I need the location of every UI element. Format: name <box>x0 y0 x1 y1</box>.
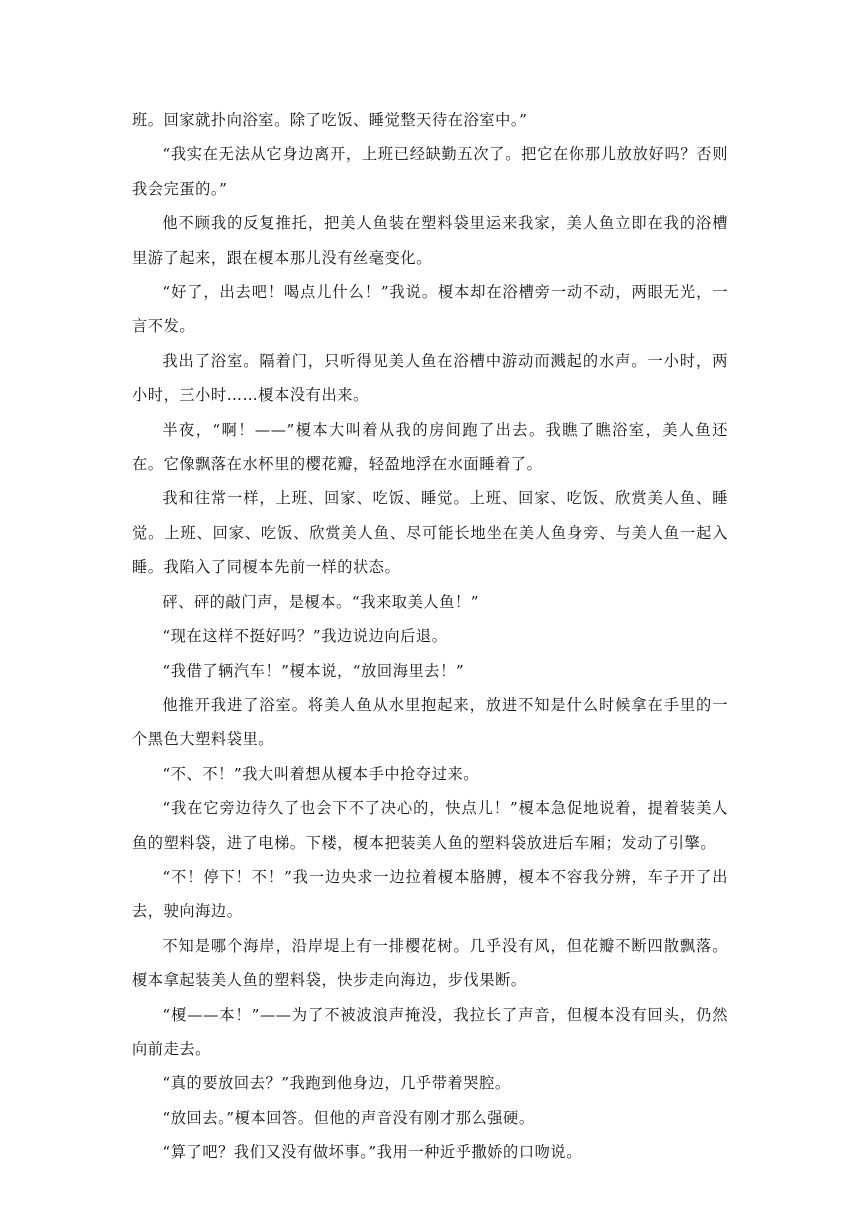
paragraph: 半夜，“啊！——”榎本大叫着从我的房间跑了出去。我瞧了瞧浴室，美人鱼还在。它像飘落在水杯里的樱花瓣，轻盈地浮在水面睡着了。 <box>132 420 728 474</box>
paragraph: 不知是哪个海岸，沿岸堤上有一排樱花树。几乎没有风，但花瓣不断四散飘落。榎本拿起装美人鱼的塑料袋，快步走向海边，步伐果断。 <box>132 936 728 990</box>
paragraph: “我实在无法从它身边离开，上班已经缺勤五次了。把它在你那儿放放好吗？否则我会完蛋的。” <box>132 145 728 198</box>
story-text-body <box>132 103 728 1170</box>
paragraph: “现在这样不挺好吗？”我边说边向后退。 <box>162 627 448 646</box>
paragraph: “好了，出去吧！喝点儿什么！”我说。榎本却在浴槽旁一动不动，两眼无光，一言不发。 <box>132 283 728 336</box>
paragraph: “不！停下！不！”我一边央求一边拉着榎本胳膊，榎本不容我分辨，车子开了出去，驶向海边。 <box>132 867 728 921</box>
paragraph: “榎——本！”——为了不被波浪声掩没，我拉长了声音，但榎本没有回头，仍然向前走去。 <box>132 1005 728 1058</box>
paragraph-continuation: 班。回家就扑向浴室。除了吃饭、睡觉整天待在浴室中。” <box>132 111 528 129</box>
paragraph: 我出了浴室。隔着门，只听得见美人鱼在浴槽中游动而溅起的水声。一小时，两小时，三小时……榎本没有出来。 <box>132 351 728 405</box>
paragraph: 他不顾我的反复推托，把美人鱼装在塑料袋里运来我家，美人鱼立即在我的浴槽里游了起来，跟在榎本那儿没有丝毫变化。 <box>132 214 728 267</box>
paragraph: “真的要放回去？”我跑到他身边，几乎带着哭腔。 <box>162 1074 511 1093</box>
paragraph: 他推开我进了浴室。将美人鱼从水里抱起来，放进不知是什么时候拿在手里的一个黑色大塑料袋里。 <box>132 695 728 749</box>
paragraph: “我在它旁边待久了也会下不了决心的，快点儿！”榎本急促地说着，提着装美人鱼的塑料袋，进了电梯。下楼，榎本把装美人鱼的塑料袋放进后车厢；发动了引擎。 <box>132 799 728 852</box>
paragraph: “算了吧？我们又没有做坏事。”我用一种近乎撒娇的口吻说。 <box>162 1143 582 1162</box>
paragraph: 砰、砰的敲门声，是榎本。“我来取美人鱼！” <box>162 592 480 611</box>
paragraph: “不、不！”我大叫着想从榎本手中抢夺过来。 <box>162 764 480 783</box>
paragraph: “我借了辆汽车！”榎本说，“放回海里去！” <box>162 661 465 680</box>
paragraph: “放回去。”榎本回答。但他的声音没有刚才那么强硬。 <box>162 1108 535 1127</box>
paragraph: 我和往常一样，上班、回家、吃饭、睡觉。上班、回家、吃饭、欣赏美人鱼、睡觉。上班、回家、吃饭、欣赏美人鱼、尽可能长地坐在美人鱼身旁、与美人鱼一起入睡。我陷入了同榎本先前一样的状态。 <box>132 489 728 577</box>
